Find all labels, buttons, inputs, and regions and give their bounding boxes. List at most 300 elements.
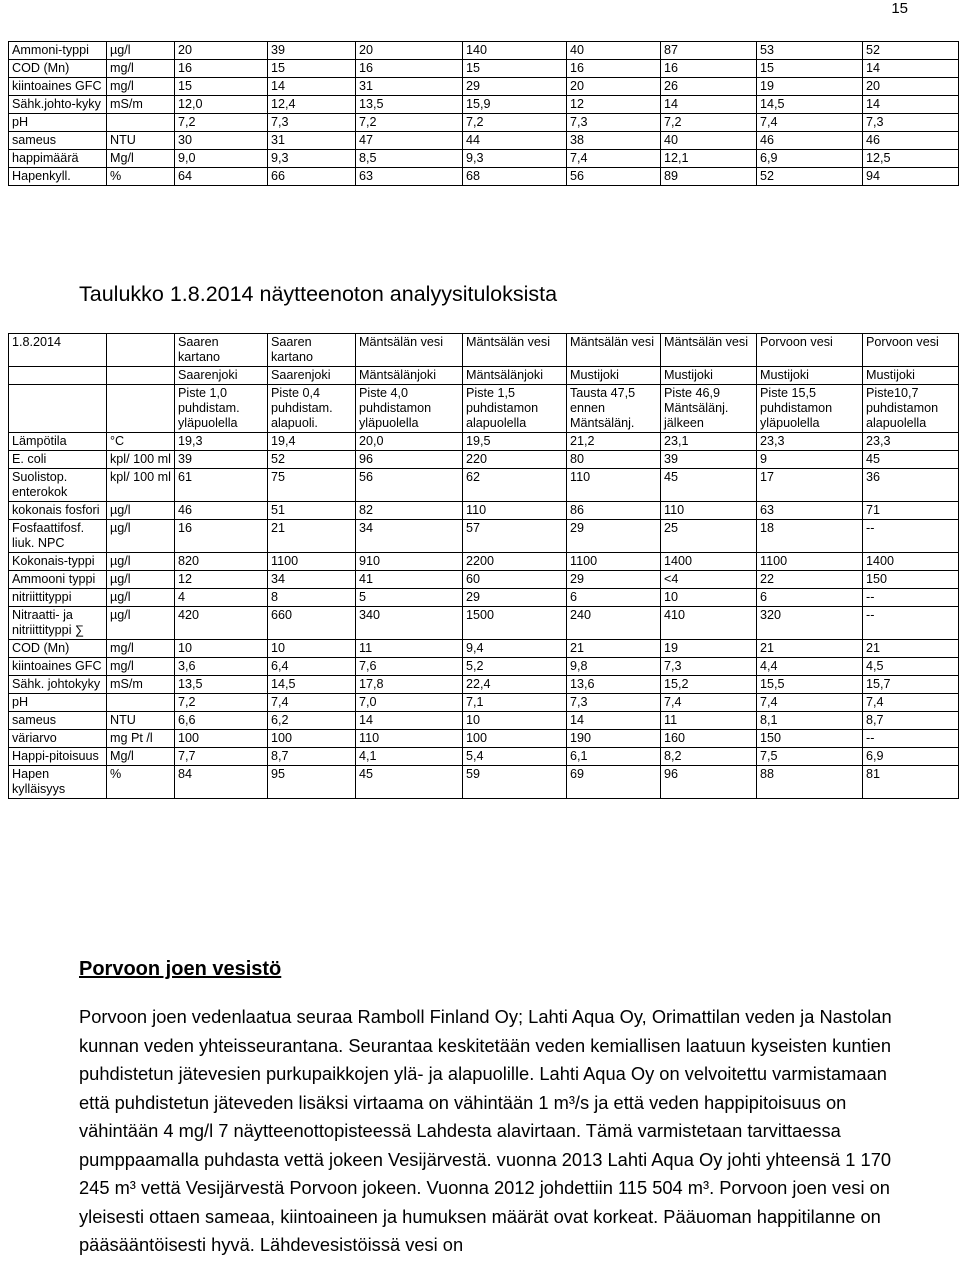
row-label-cell: COD (Mn) [9,60,107,78]
value-cell: 14 [863,60,959,78]
unit-cell: NTU [107,132,175,150]
row-label-cell [9,367,107,385]
row-label-cell: Happi-pitoisuus [9,748,107,766]
table-row [9,730,959,748]
value-cell: Porvoon vesi [863,334,959,367]
table-row [9,766,959,799]
value-cell: 19,3 [175,433,268,451]
value-cell: 63 [356,168,463,186]
analysis-results-table [8,333,959,799]
value-cell: 10 [268,640,356,658]
value-cell: 100 [175,730,268,748]
value-cell: 40 [567,42,661,60]
unit-cell: µg/l [107,42,175,60]
row-label-cell: Lämpötila [9,433,107,451]
value-cell: 15,9 [463,96,567,114]
value-cell: Piste10,7 puhdistamon alapuolella [863,385,959,433]
value-cell: 15,5 [757,676,863,694]
value-cell: 3,6 [175,658,268,676]
value-cell: Mäntsälän vesi [567,334,661,367]
value-cell: 22 [757,571,863,589]
table-row [9,694,959,712]
value-cell: <4 [661,571,757,589]
table-row [9,451,959,469]
value-cell: 420 [175,607,268,640]
unit-cell: kpl/ 100 ml [107,469,175,502]
row-label-cell: Sähk. johtokyky [9,676,107,694]
value-cell: 6,2 [268,712,356,730]
row-label-cell: sameus [9,132,107,150]
value-cell: 45 [356,766,463,799]
table-row [9,132,959,150]
value-cell: -- [863,607,959,640]
table-row [9,42,959,60]
value-cell: 1500 [463,607,567,640]
table-row [9,658,959,676]
value-cell: 45 [661,469,757,502]
value-cell: 21,2 [567,433,661,451]
value-cell: 7,2 [661,114,757,132]
row-label-cell [9,385,107,433]
value-cell: 13,5 [356,96,463,114]
value-cell: Piste 4,0 puhdistamon yläpuolella [356,385,463,433]
value-cell: 56 [356,469,463,502]
value-cell: 39 [175,451,268,469]
value-cell: 21 [757,640,863,658]
value-cell: 7,4 [863,694,959,712]
table-row [9,712,959,730]
unit-cell [107,385,175,433]
value-cell: 9,4 [463,640,567,658]
value-cell: 71 [863,502,959,520]
value-cell: 69 [567,766,661,799]
value-cell: 36 [863,469,959,502]
unit-cell: Mg/l [107,150,175,168]
value-cell: 41 [356,571,463,589]
value-cell: 20 [863,78,959,96]
row-label-cell: kiintoaines GFC [9,658,107,676]
table-row [9,589,959,607]
table-row [9,168,959,186]
value-cell: 15 [757,60,863,78]
value-cell: 9,0 [175,150,268,168]
value-cell: 20,0 [356,433,463,451]
value-cell: 140 [463,42,567,60]
header-row [9,385,959,433]
value-cell: 14 [661,96,757,114]
row-label-cell: Kokonais-typpi [9,553,107,571]
value-cell: 7,2 [175,114,268,132]
value-cell: 14 [863,96,959,114]
value-cell: 60 [463,571,567,589]
value-cell: 18 [757,520,863,553]
value-cell: 4,1 [356,748,463,766]
table-row [9,640,959,658]
value-cell: 39 [268,42,356,60]
value-cell: 1400 [863,553,959,571]
value-cell: 31 [268,132,356,150]
value-cell: 16 [356,60,463,78]
value-cell: 910 [356,553,463,571]
value-cell: 17,8 [356,676,463,694]
table-row [9,433,959,451]
value-cell: 64 [175,168,268,186]
value-cell: 84 [175,766,268,799]
value-cell: 190 [567,730,661,748]
value-cell: 34 [356,520,463,553]
value-cell: 11 [356,640,463,658]
value-cell: 320 [757,607,863,640]
value-cell: 7,4 [757,694,863,712]
value-cell: Mäntsälänjoki [463,367,567,385]
value-cell: Piste 46,9 Mäntsälänj. jälkeen [661,385,757,433]
value-cell: 6,6 [175,712,268,730]
value-cell: 12,0 [175,96,268,114]
value-cell: 81 [863,766,959,799]
value-cell: 7,3 [661,658,757,676]
value-cell: Mustijoki [661,367,757,385]
value-cell: 8,1 [757,712,863,730]
value-cell: 29 [463,78,567,96]
value-cell: 16 [175,60,268,78]
value-cell: 31 [356,78,463,96]
unit-cell [107,367,175,385]
value-cell: 9,8 [567,658,661,676]
value-cell: 19 [661,640,757,658]
table-row [9,96,959,114]
value-cell: 7,3 [268,114,356,132]
unit-cell: mg/l [107,60,175,78]
table-row [9,114,959,132]
value-cell: 52 [757,168,863,186]
value-cell: Porvoon vesi [757,334,863,367]
value-cell: 19,4 [268,433,356,451]
value-cell: 45 [863,451,959,469]
value-cell: 110 [661,502,757,520]
value-cell: 11 [661,712,757,730]
value-cell: -- [863,520,959,553]
row-label-cell: nitriittityppi [9,589,107,607]
value-cell: 6,1 [567,748,661,766]
value-cell: 14 [567,712,661,730]
value-cell: 8 [268,589,356,607]
unit-cell: mg Pt /l [107,730,175,748]
value-cell: 12 [567,96,661,114]
value-cell: 14,5 [268,676,356,694]
value-cell: 110 [463,502,567,520]
value-cell: Tausta 47,5 ennen Mäntsälänj. [567,385,661,433]
value-cell: 52 [268,451,356,469]
value-cell: 21 [863,640,959,658]
value-cell: 96 [661,766,757,799]
page-number: 15 [891,0,908,17]
unit-cell: µg/l [107,589,175,607]
value-cell: 96 [356,451,463,469]
value-cell: 7,0 [356,694,463,712]
unit-cell: µg/l [107,553,175,571]
table-row [9,607,959,640]
value-cell: 1400 [661,553,757,571]
row-label-cell: 1.8.2014 [9,334,107,367]
value-cell: 23,3 [863,433,959,451]
value-cell: 7,2 [356,114,463,132]
unit-cell: % [107,168,175,186]
value-cell: 80 [567,451,661,469]
water-quality-table-continued [8,41,959,186]
value-cell: 9,3 [268,150,356,168]
table-row [9,78,959,96]
value-cell: 12,5 [863,150,959,168]
value-cell: 220 [463,451,567,469]
value-cell: 29 [567,520,661,553]
value-cell: 1100 [567,553,661,571]
value-cell: 14 [356,712,463,730]
value-cell: 110 [567,469,661,502]
value-cell: 46 [863,132,959,150]
value-cell: 110 [356,730,463,748]
value-cell: 7,4 [661,694,757,712]
value-cell: Mustijoki [863,367,959,385]
unit-cell: kpl/ 100 ml [107,451,175,469]
value-cell: 100 [463,730,567,748]
value-cell: 22,4 [463,676,567,694]
value-cell: Mäntsälän vesi [356,334,463,367]
value-cell: 26 [661,78,757,96]
value-cell: 62 [463,469,567,502]
unit-cell: mS/m [107,96,175,114]
value-cell: 7,3 [863,114,959,132]
value-cell: 7,3 [567,114,661,132]
value-cell: 15,2 [661,676,757,694]
value-cell: 39 [661,451,757,469]
value-cell: 7,7 [175,748,268,766]
value-cell: 51 [268,502,356,520]
value-cell: Saaren kartano [175,334,268,367]
value-cell: 16 [175,520,268,553]
value-cell: 7,4 [757,114,863,132]
row-label-cell: sameus [9,712,107,730]
row-label-cell: väriarvo [9,730,107,748]
value-cell: 2200 [463,553,567,571]
value-cell: Piste 1,5 puhdistamon alapuolella [463,385,567,433]
unit-cell: mg/l [107,640,175,658]
value-cell: 16 [661,60,757,78]
value-cell: 68 [463,168,567,186]
value-cell: Saarenjoki [175,367,268,385]
value-cell: 59 [463,766,567,799]
value-cell: Mäntsälänjoki [356,367,463,385]
value-cell: 87 [661,42,757,60]
unit-cell [107,334,175,367]
table-row [9,60,959,78]
header-row [9,334,959,367]
value-cell: 29 [567,571,661,589]
value-cell: 56 [567,168,661,186]
unit-cell: µg/l [107,607,175,640]
value-cell: 7,2 [175,694,268,712]
table-row [9,748,959,766]
value-cell: 6 [757,589,863,607]
value-cell: Mustijoki [567,367,661,385]
value-cell: 21 [567,640,661,658]
value-cell: 61 [175,469,268,502]
value-cell: 4 [175,589,268,607]
value-cell: 57 [463,520,567,553]
value-cell: 1100 [268,553,356,571]
value-cell: 8,7 [863,712,959,730]
value-cell: 46 [175,502,268,520]
value-cell: Piste 0,4 puhdistam. alapuoli. [268,385,356,433]
table-row [9,469,959,502]
value-cell: 53 [757,42,863,60]
value-cell: 30 [175,132,268,150]
value-cell: 15,7 [863,676,959,694]
value-cell: Piste 15,5 puhdistamon yläpuolella [757,385,863,433]
value-cell: 150 [863,571,959,589]
row-label-cell: kokonais fosfori [9,502,107,520]
value-cell: 340 [356,607,463,640]
value-cell: 23,3 [757,433,863,451]
value-cell: Mäntsälän vesi [463,334,567,367]
value-cell: 7,4 [567,150,661,168]
value-cell: 4,5 [863,658,959,676]
unit-cell: NTU [107,712,175,730]
value-cell: 29 [463,589,567,607]
value-cell: 66 [268,168,356,186]
value-cell: 16 [567,60,661,78]
value-cell: 94 [863,168,959,186]
value-cell: 8,2 [661,748,757,766]
table-caption: Taulukko 1.8.2014 näytteenoton analyysituloksista [79,282,558,306]
row-label-cell: kiintoaines GFC [9,78,107,96]
row-label-cell: pH [9,114,107,132]
value-cell: 20 [356,42,463,60]
value-cell: -- [863,730,959,748]
value-cell: Piste 1,0 puhdistam. yläpuolella [175,385,268,433]
value-cell: 15 [463,60,567,78]
value-cell: Saaren kartano [268,334,356,367]
unit-cell [107,694,175,712]
value-cell: 95 [268,766,356,799]
row-label-cell: Nitraatti- ja nitriittityppi ∑ [9,607,107,640]
unit-cell: % [107,766,175,799]
value-cell: 40 [661,132,757,150]
value-cell: 19,5 [463,433,567,451]
value-cell: 660 [268,607,356,640]
value-cell: 5 [356,589,463,607]
value-cell: 160 [661,730,757,748]
value-cell: 17 [757,469,863,502]
unit-cell: Mg/l [107,748,175,766]
value-cell: 9,3 [463,150,567,168]
value-cell: 15 [268,60,356,78]
value-cell: 7,6 [356,658,463,676]
value-cell: 820 [175,553,268,571]
table-row [9,520,959,553]
row-label-cell: Hapenkyll. [9,168,107,186]
unit-cell [107,114,175,132]
unit-cell: mg/l [107,658,175,676]
table-row [9,553,959,571]
value-cell: 9 [757,451,863,469]
value-cell: 86 [567,502,661,520]
value-cell: 8,7 [268,748,356,766]
row-label-cell: Ammoni-typpi [9,42,107,60]
unit-cell: µg/l [107,571,175,589]
value-cell: 44 [463,132,567,150]
value-cell: Mäntsälän vesi [661,334,757,367]
value-cell: 52 [863,42,959,60]
value-cell: 8,5 [356,150,463,168]
unit-cell: mS/m [107,676,175,694]
row-label-cell: Suolistop. enterokok [9,469,107,502]
value-cell: Mustijoki [757,367,863,385]
value-cell: 10 [661,589,757,607]
value-cell: 7,2 [463,114,567,132]
value-cell: 15 [175,78,268,96]
value-cell: 7,3 [567,694,661,712]
unit-cell: µg/l [107,520,175,553]
value-cell: 10 [463,712,567,730]
value-cell: 150 [757,730,863,748]
value-cell: 21 [268,520,356,553]
value-cell: 6,9 [757,150,863,168]
unit-cell: mg/l [107,78,175,96]
value-cell: 5,2 [463,658,567,676]
value-cell: 14,5 [757,96,863,114]
section-heading: Porvoon joen vesistö [79,958,282,980]
value-cell: 4,4 [757,658,863,676]
value-cell: 89 [661,168,757,186]
value-cell: 75 [268,469,356,502]
value-cell: 19 [757,78,863,96]
value-cell: 82 [356,502,463,520]
value-cell: 7,4 [268,694,356,712]
row-label-cell: COD (Mn) [9,640,107,658]
value-cell: 5,4 [463,748,567,766]
value-cell: 14 [268,78,356,96]
value-cell: 46 [757,132,863,150]
unit-cell: µg/l [107,502,175,520]
value-cell: 7,1 [463,694,567,712]
unit-cell: °C [107,433,175,451]
value-cell: 10 [175,640,268,658]
value-cell: 38 [567,132,661,150]
value-cell: -- [863,589,959,607]
value-cell: 47 [356,132,463,150]
value-cell: 6,9 [863,748,959,766]
table-row [9,571,959,589]
body-paragraph: Porvoon joen vedenlaatua seuraa Ramboll Finland Oy; Lahti Aqua Oy, Orimattilan veden ja Nastolan kunnan veden yhteisseurantana. Seurantaa keskitetään veden kemiallisen laatuun kyseisten kuntien puhdistetun jätevesien purkupaikkojen ylä- ja alapuolille. Lahti Aqua Oy on velvoitettu varmistamaan että puhdistetun jäteveden lisäksi virtaama on vähintään 1 m³/s ja että veden happipitoisuus on vähintään 4 mg/l 7 näytteenottopisteessä Lahdesta alavirtaan. Tämä varmistetaan tarvittaessa pumppaamalla puhdasta vettä jokeen Vesijärvestä. vuonna 2013 Lahti Aqua Oy johti yhteensä 1 170 245 m³ vettä Vesijärvestä Porvoon jokeen. Vuonna 2012 johdettiin 115 504 m³. Porvoon joen vesi on yleisesti ottaen sameaa, kiintoaineen ja humuksen määrät ovat korkeat. Pääuoman happitilanne on pääsääntöisesti hyvä. Lähdevesistöissä vesi on [79,1006,892,1255]
value-cell: 240 [567,607,661,640]
value-cell: 20 [175,42,268,60]
row-label-cell: pH [9,694,107,712]
value-cell: 1100 [757,553,863,571]
value-cell: 6,4 [268,658,356,676]
row-label-cell: E. coli [9,451,107,469]
row-label-cell: Hapen kylläisyys [9,766,107,799]
value-cell: 88 [757,766,863,799]
value-cell: Saarenjoki [268,367,356,385]
row-label-cell: Ammooni typpi [9,571,107,589]
table-row [9,676,959,694]
value-cell: 13,5 [175,676,268,694]
value-cell: 63 [757,502,863,520]
row-label-cell: Sähk.johto-kyky [9,96,107,114]
table-row [9,502,959,520]
value-cell: 100 [268,730,356,748]
value-cell: 7,5 [757,748,863,766]
